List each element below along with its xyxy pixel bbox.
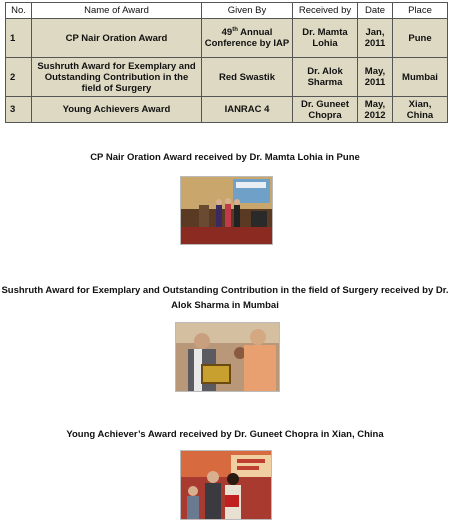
cell-place: Xian, China bbox=[393, 97, 448, 123]
table-row bbox=[6, 58, 448, 97]
header-no: No. bbox=[6, 3, 32, 19]
photo-young-achievers-award bbox=[180, 450, 272, 520]
given-by-text: Annual Conference by IAP bbox=[204, 27, 290, 49]
cell-no: 3 bbox=[6, 97, 32, 123]
cell-place: Mumbai bbox=[393, 58, 448, 97]
cell-date: May, 2011 bbox=[358, 58, 393, 97]
cell-place: Pune bbox=[393, 19, 448, 58]
table-row bbox=[6, 97, 448, 123]
cell-date: Jan, 2011 bbox=[358, 19, 393, 58]
header-place: Place bbox=[393, 3, 448, 19]
header-given-by: Given By bbox=[202, 3, 293, 19]
cell-no: 1 bbox=[6, 19, 32, 58]
cell-date: May, 2012 bbox=[358, 97, 393, 123]
cell-received-by: Dr. Guneet Chopra bbox=[293, 97, 358, 123]
cell-given-by: IANRAC 4 bbox=[202, 97, 293, 123]
table-header-row bbox=[6, 3, 448, 19]
caption-guneet-chopra: Young Achiever’s Award received by Dr. Guneet Chopra in Xian, China bbox=[66, 429, 384, 440]
cell-given-by: Red Swastik bbox=[202, 58, 293, 97]
cell-given-by bbox=[202, 19, 293, 58]
table-row bbox=[6, 19, 448, 58]
cell-award: Sushruth Award for Exemplary and Outstanding Contribution in the field of Surgery bbox=[32, 58, 202, 97]
photo-cp-nair-oration bbox=[180, 176, 273, 245]
header-received-by: Received by bbox=[293, 3, 358, 19]
header-award: Name of Award bbox=[32, 3, 202, 19]
photo-sushruth-award bbox=[175, 322, 280, 392]
header-date: Date bbox=[358, 3, 393, 19]
cell-received-by: Dr. Mamta Lohia bbox=[293, 19, 358, 58]
cell-award: Young Achievers Award bbox=[32, 97, 202, 123]
caption-mamta-lohia: CP Nair Oration Award received by Dr. Mamta Lohia in Pune bbox=[90, 152, 360, 163]
cell-award: CP Nair Oration Award bbox=[32, 19, 202, 58]
cell-received-by: Dr. Alok Sharma bbox=[293, 58, 358, 97]
cell-no: 2 bbox=[6, 58, 32, 97]
given-by-ordinal: 49 bbox=[221, 27, 233, 38]
given-by-suffix: th bbox=[232, 26, 238, 33]
caption-alok-sharma: Sushruth Award for Exemplary and Outstanding Contribution in the field of Surgery received by Dr. Alok Sharma in Mumbai bbox=[1, 285, 449, 311]
awards-table bbox=[5, 2, 448, 123]
